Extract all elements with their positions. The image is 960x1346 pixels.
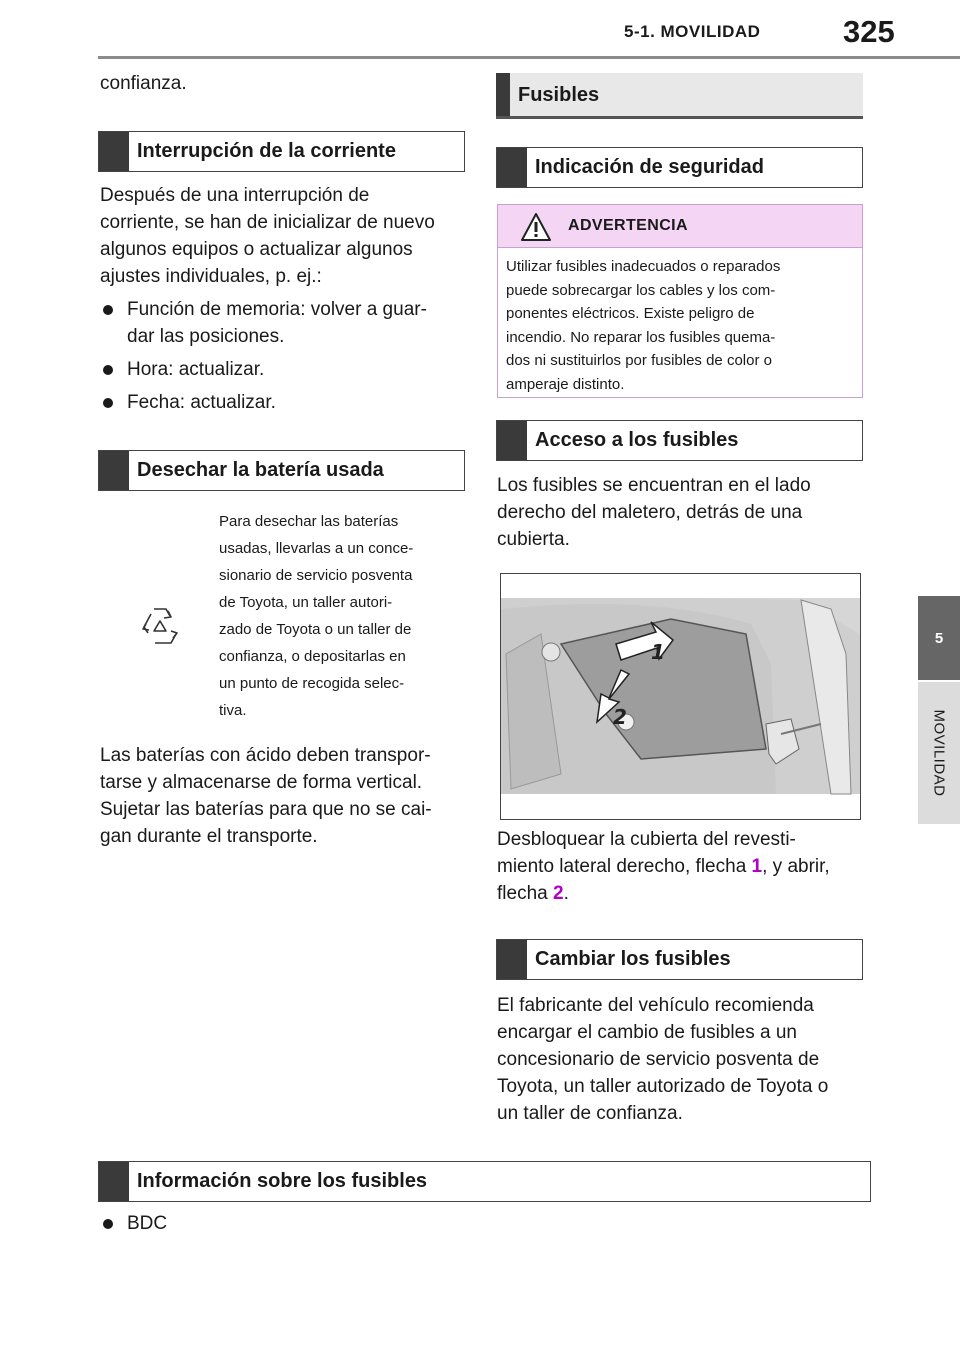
heading-text: Acceso a los fusibles bbox=[535, 429, 739, 451]
text-run: flecha bbox=[497, 883, 553, 904]
text-line: dos ni sustituirlos por fusibles de color o bbox=[506, 352, 772, 369]
bullet-item bbox=[100, 389, 276, 416]
section-label: 5-1. MOVILIDAD bbox=[624, 22, 761, 41]
heading-seguridad bbox=[496, 147, 863, 188]
continuation-text: confianza. bbox=[100, 73, 187, 94]
text-line: corriente, se han de inicializar de nuevo bbox=[100, 212, 435, 233]
text-line: Función de memoria: volver a guar- bbox=[127, 299, 427, 320]
text-line bbox=[497, 853, 830, 880]
text-line: ajustes individuales, p. ej.: bbox=[100, 266, 322, 287]
heading-bar bbox=[497, 940, 527, 979]
text-line: Para desechar las baterías bbox=[219, 513, 399, 530]
heading-text: Cambiar los fusibles bbox=[535, 948, 731, 970]
text-line: Desbloquear la cubierta del revesti- bbox=[497, 829, 796, 850]
text-line: tarse y almacenarse de forma vertical. bbox=[100, 772, 423, 793]
interruption-intro bbox=[100, 182, 435, 290]
text-line: Sujetar las baterías para que no se cai- bbox=[100, 799, 432, 820]
text-line: BDC bbox=[127, 1213, 168, 1234]
bullet-item bbox=[100, 1210, 167, 1237]
battery-transport-text bbox=[100, 742, 432, 850]
heading-interrupcion bbox=[98, 131, 465, 172]
heading-text: Desechar la batería usada bbox=[137, 459, 384, 481]
text-line: Utilizar fusibles inadecuados o reparados bbox=[506, 258, 781, 275]
text-line: incendio. No reparar los fusibles quema- bbox=[506, 328, 776, 346]
replace-text bbox=[497, 992, 828, 1127]
text-line: Fecha: actualizar. bbox=[127, 392, 276, 413]
chapter-number: 5 bbox=[934, 629, 944, 647]
heading-bar bbox=[497, 148, 527, 187]
text-line: cubierta. bbox=[497, 529, 570, 550]
text-line: confianza, o depositarlas en bbox=[219, 648, 406, 665]
header-rule bbox=[98, 56, 960, 59]
text-line: zado de Toyota o un taller de bbox=[219, 621, 412, 638]
text-line: un taller de confianza. bbox=[497, 1103, 683, 1124]
heading-fusibles bbox=[496, 73, 863, 119]
heading-text: Información sobre los fusibles bbox=[137, 1170, 428, 1192]
warning-header bbox=[498, 205, 862, 248]
text-line: encargar el cambio de fusibles a un bbox=[497, 1022, 797, 1043]
figure-caption bbox=[497, 826, 830, 907]
recycle-icon bbox=[137, 603, 183, 649]
text-line: El fabricante del vehículo recomienda bbox=[497, 995, 814, 1016]
chapter-tab-title bbox=[918, 682, 960, 824]
text-line: dar las posiciones. bbox=[127, 326, 285, 347]
heading-text: Interrupción de la corriente bbox=[137, 140, 396, 162]
warning-text bbox=[506, 255, 856, 396]
chapter-tab-number bbox=[918, 596, 960, 680]
text-line: usadas, llevarlas a un conce- bbox=[219, 540, 414, 557]
text-line: Toyota, un taller autorizado de Toyota o bbox=[497, 1076, 829, 1097]
text-run: , y abrir, bbox=[762, 856, 830, 877]
trunk-fuse-cover-figure bbox=[500, 573, 861, 820]
warning-triangle-icon bbox=[520, 212, 552, 242]
page-number: 325 bbox=[843, 14, 895, 49]
text-line: de Toyota, un taller autori- bbox=[219, 594, 393, 611]
heading-cambiar bbox=[496, 939, 863, 980]
text-line: tiva. bbox=[219, 702, 247, 719]
text-line: Los fusibles se encuentran en el lado bbox=[497, 475, 811, 496]
trunk-illustration bbox=[501, 574, 860, 819]
heading-bar bbox=[497, 421, 527, 460]
callout-ref-2: 2 bbox=[552, 883, 564, 904]
heading-acceso bbox=[496, 420, 863, 461]
text-run: . bbox=[563, 883, 569, 904]
text-line: ponentes eléctricos. Existe peligro de bbox=[506, 305, 755, 322]
heading-bar bbox=[99, 1162, 129, 1201]
text-line: amperaje distinto. bbox=[506, 375, 625, 393]
chapter-title: MOVILIDAD bbox=[930, 709, 948, 797]
callout-ref-1: 1 bbox=[751, 856, 763, 877]
text-line: sionario de servicio posventa bbox=[219, 567, 413, 584]
bullet-item bbox=[100, 356, 264, 383]
text-line: un punto de recogida selec- bbox=[219, 675, 405, 692]
heading-bar bbox=[99, 132, 129, 171]
heading-bar bbox=[99, 451, 129, 490]
text-run: miento lateral derecho, flecha bbox=[497, 856, 752, 877]
text-line: algunos equipos o actualizar algunos bbox=[100, 239, 413, 260]
callout-2-label: 2 bbox=[613, 705, 627, 729]
text-line: Después de una interrupción de bbox=[100, 185, 370, 206]
heading-desechar bbox=[98, 450, 465, 491]
callout-1-label: 1 bbox=[651, 640, 665, 664]
disposal-note bbox=[219, 508, 413, 724]
text-line: Las baterías con ácido deben transpor- bbox=[100, 745, 431, 766]
heading-text: Indicación de seguridad bbox=[535, 156, 764, 178]
heading-bar bbox=[496, 73, 510, 116]
text-line: puede sobrecargar los cables y los com- bbox=[506, 281, 776, 299]
text-line: Hora: actualizar. bbox=[127, 359, 265, 380]
warning-title: ADVERTENCIA bbox=[568, 217, 688, 234]
heading-text: Fusibles bbox=[518, 84, 600, 106]
heading-informacion bbox=[98, 1161, 871, 1202]
text-line: derecho del maletero, detrás de una bbox=[497, 502, 803, 523]
bullet-item bbox=[100, 296, 427, 350]
text-line: gan durante el transporte. bbox=[100, 826, 318, 847]
warning-box bbox=[497, 204, 863, 398]
text-line: concesionario de servicio posventa de bbox=[497, 1049, 820, 1070]
text-line bbox=[497, 880, 830, 907]
access-text bbox=[497, 472, 811, 553]
